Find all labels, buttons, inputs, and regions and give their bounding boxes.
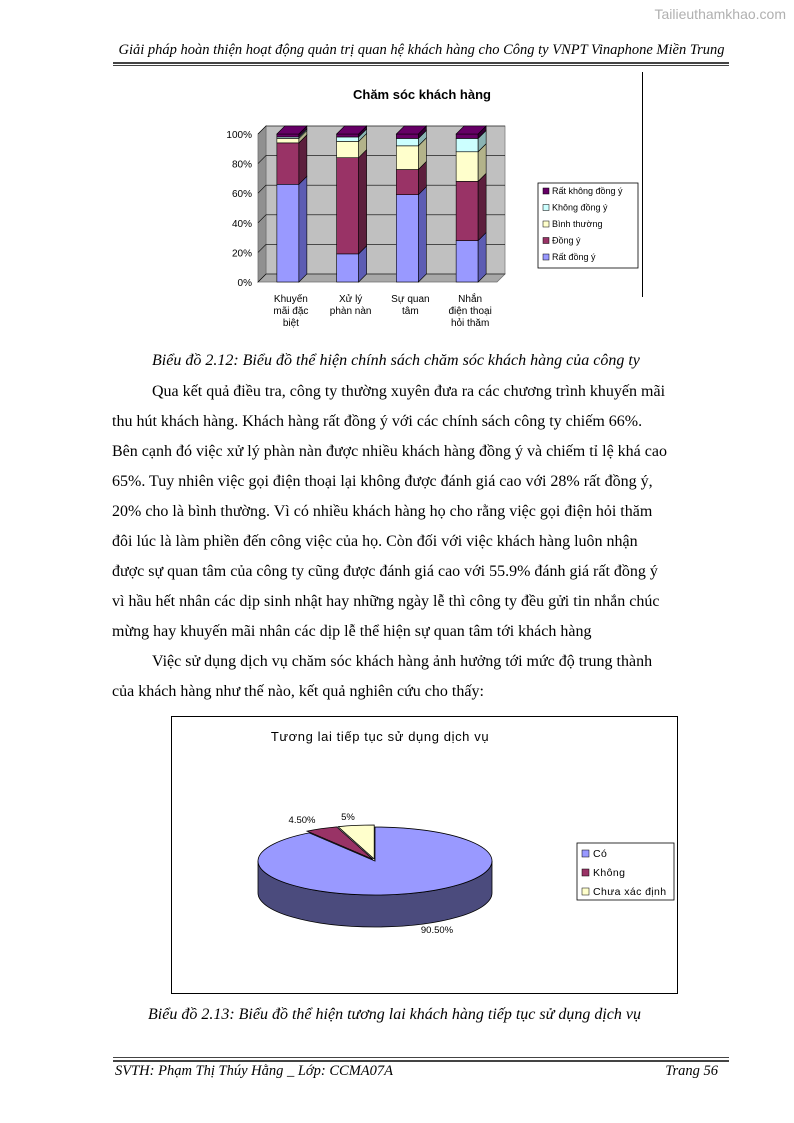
x-tick-label: phàn nàn <box>329 306 372 317</box>
pie-value-label: 90.50% <box>420 925 454 936</box>
pie-slice <box>258 827 492 895</box>
footer-rule <box>113 1060 729 1062</box>
y-tick-label: 20% <box>231 248 252 260</box>
y-tick-label: 100% <box>226 130 252 141</box>
legend-label: Rất đồng ý <box>552 252 596 262</box>
bar-segment <box>337 254 359 282</box>
bar-segment <box>277 134 299 137</box>
bar-segment <box>337 134 359 137</box>
paragraph-line: Qua kết quả điều tra, công ty thường xuyên đưa ra các chương trình khuyến mãi <box>152 383 666 400</box>
bar-segment <box>396 170 418 195</box>
bar-segment <box>456 134 478 138</box>
paragraph-line: Bên cạnh đó việc xử lý phàn nàn được nhiều khách hàng đồng ý và chiếm tỉ lệ khá cao <box>112 443 667 460</box>
chart-y-ticks <box>226 130 252 289</box>
pie-legend <box>577 843 674 900</box>
legend-label: Không đồng ý <box>552 202 608 213</box>
x-tick-label: Khuyến <box>273 294 308 305</box>
bar-segment <box>277 184 299 282</box>
figure-caption-1: Biểu đồ 2.12: Biểu đồ thể hiện chính sách chăm sóc khách hàng của công ty <box>152 352 640 369</box>
customer-care-chart-svg <box>205 72 645 334</box>
header-rule-thin <box>113 65 729 66</box>
paragraph-line: được sự quan tâm của công ty cũng được đánh giá cao với 55.9% đánh giá rất đồng ý <box>112 563 658 580</box>
y-tick-label: 60% <box>231 189 252 201</box>
bar-segment <box>337 137 359 141</box>
pie-legend-label: Chưa xác định <box>593 886 667 898</box>
future-usage-chart <box>171 716 678 994</box>
bar-segment-side <box>359 150 367 254</box>
x-tick-label: Nhắn <box>458 294 483 305</box>
bar-segment <box>277 143 299 184</box>
watermark: Tailieuthamkhao.com <box>654 6 786 22</box>
x-tick-label: Sự quan <box>391 294 430 305</box>
bar-segment <box>456 181 478 240</box>
bar-segment <box>456 241 478 282</box>
bar-segment <box>277 138 299 142</box>
bar-segment <box>396 134 418 138</box>
pie-legend-swatch <box>582 869 589 876</box>
x-tick-label: mãi đặc <box>273 306 309 317</box>
page-header: Giải pháp hoàn thiện hoạt động quản trị quan hệ khách hàng cho Công ty VNPT Vinaphone Miền Trung <box>118 42 725 58</box>
paragraph-line: 20% cho là bình thường. Vì có nhiều khách hàng họ cho rằng việc gọi điện hỏi thăm <box>112 503 653 520</box>
y-tick-label: 80% <box>231 159 252 171</box>
bar-segment <box>396 146 418 170</box>
paragraph-line: của khách hàng như thế nào, kết quả nghiên cứu cho thấy: <box>112 683 484 700</box>
future-usage-chart-svg <box>172 717 677 993</box>
y-tick-label: 40% <box>231 218 252 230</box>
figure-caption-2: Biểu đồ 2.13: Biểu đồ thể hiện tương lai khách hàng tiếp tục sử dụng dịch vụ <box>148 1006 642 1023</box>
x-tick-label: tâm <box>402 306 419 317</box>
pie-legend-swatch <box>582 850 589 857</box>
bar-segment-side <box>418 187 426 282</box>
legend-label: Bình thường <box>552 219 603 229</box>
body-paragraph-2 <box>112 647 719 707</box>
chart-legend <box>538 183 638 268</box>
bar-segment <box>396 195 418 282</box>
legend-label: Đồng ý <box>552 235 581 246</box>
body-paragraph-1 <box>112 377 719 647</box>
chart-title: Chăm sóc khách hàng <box>353 87 491 102</box>
chart-right-border <box>642 72 643 297</box>
legend-label: Rất không đồng ý <box>552 186 623 196</box>
x-tick-label: điện thoại <box>448 306 492 317</box>
legend-swatch <box>543 205 549 211</box>
paragraph-line: vì hầu hết nhân các dịp sinh nhật hay những ngày lễ thì công ty đều gửi tin nhắn chúc <box>112 593 660 610</box>
paragraph-line: Việc sử dụng dịch vụ chăm sóc khách hàng ảnh hưởng tới mức độ trung thành <box>152 653 653 670</box>
paragraph-line: 65%. Tuy nhiên việc gọi điện thoại lại không được đánh giá cao với 28% rất đồng ý, <box>112 473 653 490</box>
bar-segment <box>337 141 359 157</box>
x-tick-label: hỏi thăm <box>450 318 490 329</box>
bar-segment-side <box>299 176 307 282</box>
chart-side-wall <box>258 126 266 282</box>
legend-swatch <box>543 221 549 227</box>
pie-chart-title: Tương lai tiếp tục sử dụng dịch vụ <box>270 729 490 744</box>
bar-segment-side <box>478 173 486 240</box>
pie-legend-label: Không <box>593 867 626 879</box>
paragraph-line: đôi lúc là làm phiền đến công việc của họ. Còn đối với việc khách hàng luôn nhận <box>112 533 638 550</box>
chart-x-labels <box>273 292 491 329</box>
pie <box>258 825 492 927</box>
x-tick-label: biệt <box>282 318 299 329</box>
header-rule <box>113 62 729 64</box>
legend-swatch <box>543 238 549 244</box>
paragraph-line: mừng hay khuyến mãi nhân các dịp lễ thể hiện sự quan tâm tới khách hàng <box>112 623 592 640</box>
pie-legend-label: Có <box>593 848 608 860</box>
customer-care-chart <box>205 72 645 334</box>
bar-segment <box>456 152 478 182</box>
legend-swatch <box>543 254 549 260</box>
pie-legend-swatch <box>582 888 589 895</box>
page-number: Trang 56 <box>665 1063 718 1079</box>
x-tick-label: Xử lý <box>338 294 363 305</box>
footer-author: SVTH: Phạm Thị Thúy Hằng _ Lớp: CCMA07A <box>115 1063 394 1079</box>
y-tick-label: 0% <box>237 278 252 289</box>
bar-segment-side <box>299 135 307 184</box>
bar-segment-side <box>478 233 486 282</box>
bar-segment <box>456 138 478 151</box>
bar-segment <box>337 158 359 254</box>
bar-segment <box>396 138 418 145</box>
legend-swatch <box>543 188 549 194</box>
pie-value-label: 5% <box>341 812 355 823</box>
footer-rule-thin <box>113 1057 729 1058</box>
paragraph-line: thu hút khách hàng. Khách hàng rất đồng ý với các chính sách công ty chiếm 66%. <box>112 413 643 430</box>
pie-value-label: 4.50% <box>288 815 316 826</box>
